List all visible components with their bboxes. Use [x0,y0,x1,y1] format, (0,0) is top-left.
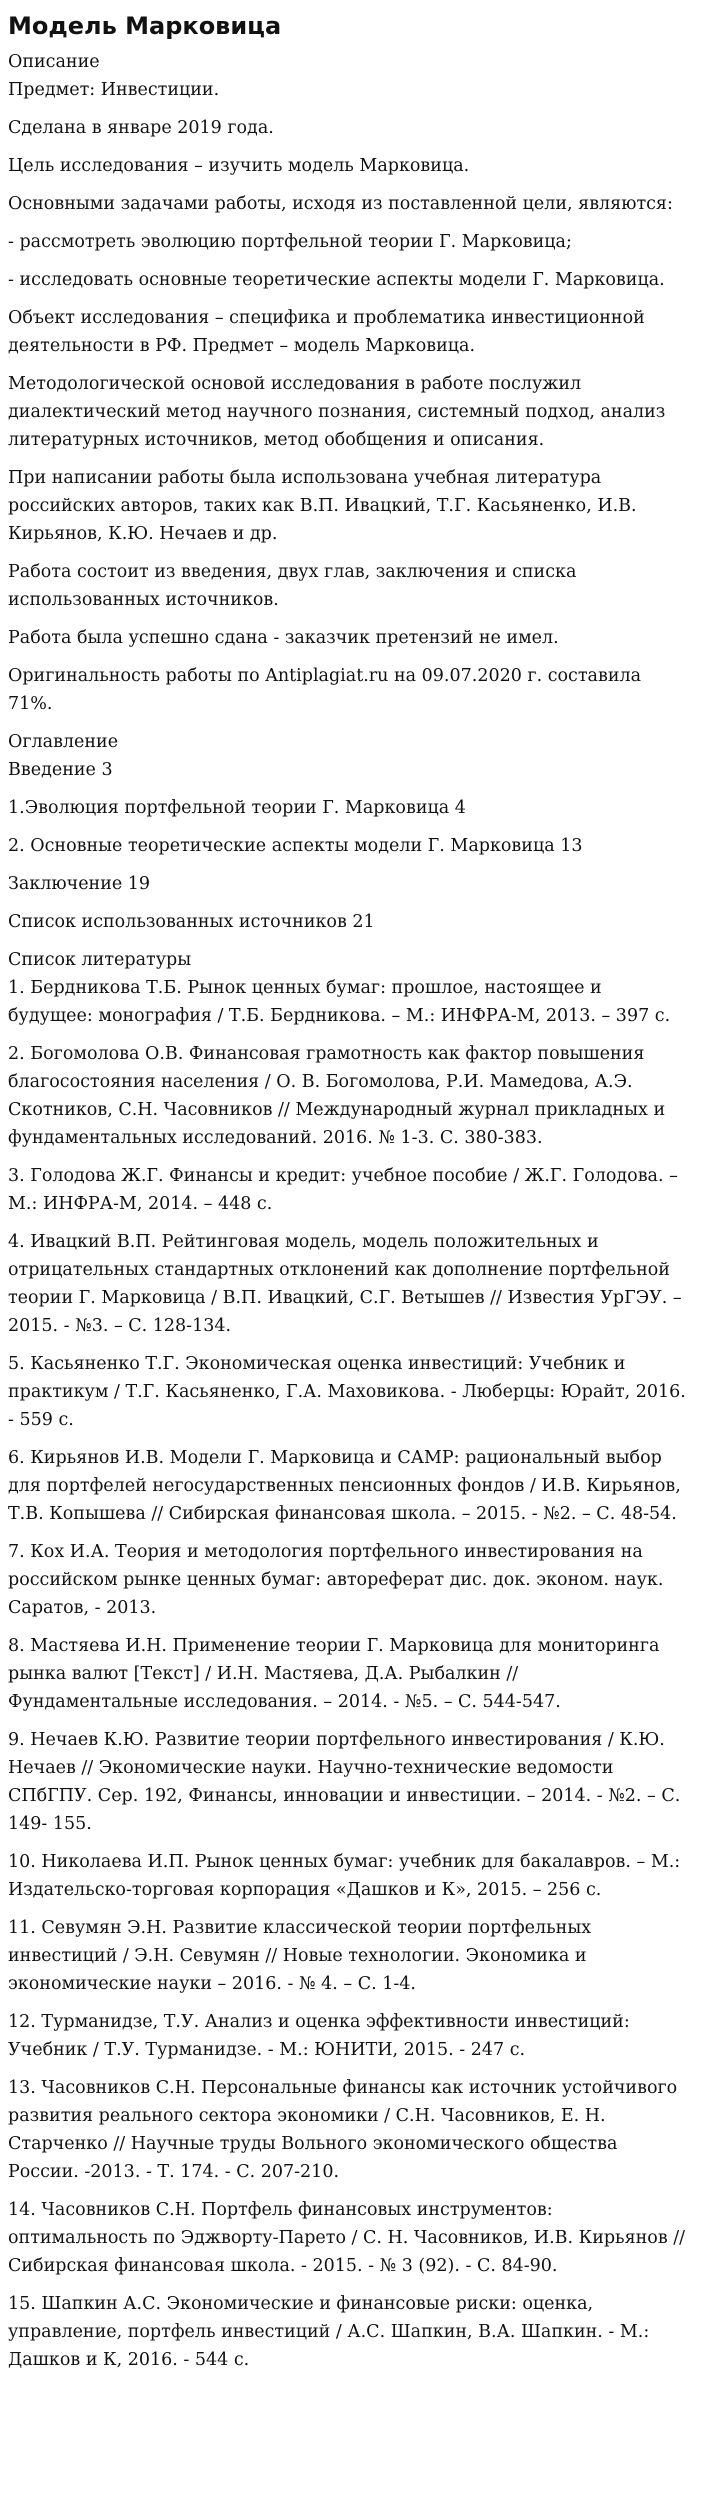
description-paragraph: Методологической основой исследования в работе послужил диалектический метод научного познания, системный подход, анализ литературных источников, метод обобщения и описания. [8,374,666,450]
toc-item: Список использованных источников 21 [8,912,375,932]
description-paragraph: Цель исследования – изучить модель Марковица. [8,156,470,176]
toc-item: 2. Основные теоретические аспекты модели Г. Марковица 13 [8,836,583,856]
literature-item: 6. Кирьянов И.В. Модели Г. Марковица и САМР: рациональный выбор для портфелей негосударственных пенсионных фондов / И.В. Кирьянов, Т.В. Копышева // Сибирская финансовая школа. – 2015. - №2. – С. 48-54. [8,1448,681,1524]
literature-item: 12. Турманидзе, Т.У. Анализ и оценка эффективности инвестиций: Учебник / Т.У. Турманидзе. - М.: ЮНИТИ, 2015. - 247 с. [8,2012,630,2060]
description-paragraph: Сделана в январе 2019 года. [8,118,274,138]
literature-item: 4. Ивацкий В.П. Рейтинговая модель, модель положительных и отрицательных стандартных отклонений как дополнение портфельной теории Г. Марковица / В.П. Ивацкий, С.Г. Ветышев // Известия УрГЭУ. – 2015. - №3. – С. 128-134. [8,1232,682,1336]
literature-item: 14. Часовников С.Н. Портфель финансовых инструментов: оптимальность по Эджворту-Парето / С. Н. Часовников, И.В. Кирьянов // Сибирская финансовая школа. - 2015. - № 3 (92). - С. 84-90. [8,2200,686,2276]
description-paragraph: Предмет: Инвестиции. [8,80,220,100]
toc-item: Заключение 19 [8,874,151,894]
toc-item: 1.Эволюция портфельной теории Г. Марковица 4 [8,798,466,818]
literature-item: 7. Кох И.А. Теория и методология портфельного инвестирования на российском рынке ценных бумаг: автореферат дис. док. эконом. наук. Саратов, - 2013. [8,1542,664,1618]
toc-section [8,728,688,936]
description-paragraph: Оригинальность работы по Antiplagiat.ru на 09.07.2020 г. составила 71%. [8,666,642,714]
literature-item: 5. Касьяненко Т.Г. Экономическая оценка инвестиций: Учебник и практикум / Т.Г. Касьяненко, Г.А. Маховикова. - Люберцы: Юрайт, 2016. - 559 с. [8,1354,686,1430]
literature-item: 13. Часовников С.Н. Персональные финансы как источник устойчивого развития реального сектора экономики / С.Н. Часовников, Е. Н. Старченко // Научные труды Вольного экономического общества России. -2013. - Т. 174. - С. 207-210. [8,2078,678,2182]
description-paragraph: Работа была успешно сдана - заказчик претензий не имел. [8,628,559,648]
description-section [8,48,688,718]
literature-item: 1. Бердникова Т.Б. Рынок ценных бумаг: прошлое, настоящее и будущее: монография / Т.Б. Бердникова. – М.: ИНФРА-М, 2013. – 397 с. [8,978,671,1026]
literature-item: 9. Нечаев К.Ю. Развитие теории портфельного инвестирования / К.Ю. Нечаев // Экономические науки. Научно-технические ведомости СПбГПУ. Сер. 192, Финансы, инновации и инвестиции. – 2014. - №2. – С. 149- 155. [8,1730,681,1834]
toc-heading: Оглавление [8,732,119,752]
description-paragraph: При написании работы была использована учебная литература российских авторов, таких как В.П. Ивацкий, Т.Г. Касьяненко, И.В. Кирьянов, К.Ю. Нечаев и др. [8,468,637,544]
literature-item: 10. Николаева И.П. Рынок ценных бумаг: учебник для бакалавров. – М.: Издательско-торговая корпорация «Дашков и К», 2015. – 256 с. [8,1852,681,1900]
literature-item: 15. Шапкин А.С. Экономические и финансовые риски: оценка, управление, портфель инвестиций / А.С. Шапкин, В.А. Шапкин. - М.: Дашков и К, 2016. - 544 с. [8,2294,650,2370]
literature-section [8,946,688,2374]
literature-item: 3. Голодова Ж.Г. Финансы и кредит: учебное пособие / Ж.Г. Голодова. – М.: ИНФРА-М, 2014. – 448 с. [8,1166,678,1214]
description-heading: Описание [8,52,100,72]
literature-heading: Список литературы [8,950,192,970]
description-paragraph: - рассмотреть эволюцию портфельной теории Г. Марковица; [8,232,572,252]
toc-item: Введение 3 [8,760,113,780]
literature-item: 2. Богомолова О.В. Финансовая грамотность как фактор повышения благосостояния населения / О. В. Богомолова, Р.И. Мамедова, А.Э. Скотников, С.Н. Часовников // Международный журнал прикладных и фундаментальных исследований. 2016. № 1-3. С. 380-383. [8,1044,666,1148]
description-paragraph: - исследовать основные теоретические аспекты модели Г. Марковица. [8,270,665,290]
page-title: Модель Марковица [8,12,282,40]
description-paragraph: Работа состоит из введения, двух глав, заключения и списка использованных источников. [8,562,577,610]
literature-item: 11. Севумян Э.Н. Развитие классической теории портфельных инвестиций / Э.Н. Севумян // Новые технологии. Экономика и экономические науки – 2016. - № 4. – С. 1-4. [8,1918,592,1994]
description-paragraph: Основными задачами работы, исходя из поставленной цели, являются: [8,194,673,214]
description-paragraph: Объект исследования – специфика и проблематика инвестиционной деятельности в РФ. Предмет – модель Марковица. [8,308,645,356]
literature-item: 8. Мастяева И.Н. Применение теории Г. Марковица для мониторинга рынка валют [Текст] / И.Н. Мастяева, Д.А. Рыбалкин // Фундаментальные исследования. – 2014. - №5. – С. 544-547. [8,1636,660,1712]
